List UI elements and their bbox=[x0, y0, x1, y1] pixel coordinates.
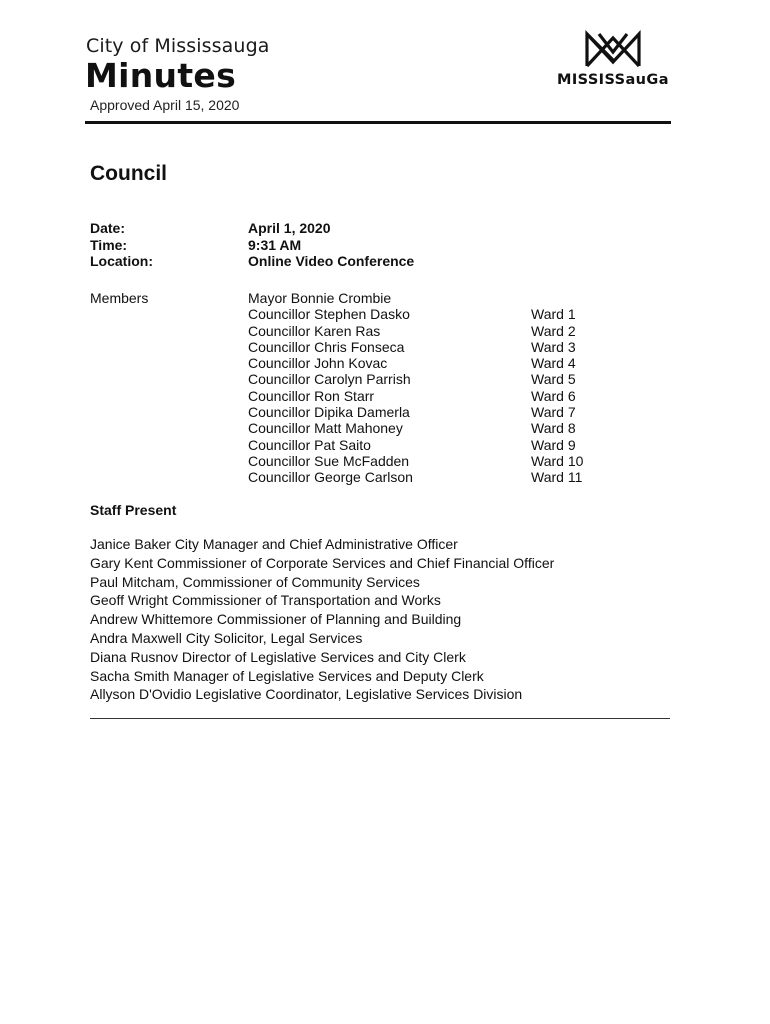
list-item bbox=[248, 469, 648, 485]
list-item bbox=[248, 306, 648, 322]
member-ward: Ward 5 bbox=[531, 371, 576, 388]
member-list bbox=[248, 290, 648, 486]
list-item: Paul Mitcham, Commissioner of Community Services bbox=[90, 573, 420, 590]
meeting-time-row bbox=[90, 237, 414, 254]
section-divider bbox=[90, 718, 670, 719]
member-ward: Ward 7 bbox=[531, 404, 576, 421]
location-label: Location: bbox=[90, 253, 153, 269]
org-name: City of Mississauga bbox=[86, 35, 270, 57]
member-ward: Ward 2 bbox=[531, 322, 576, 339]
list-item: Gary Kent Commissioner of Corporate Services and Chief Financial Officer bbox=[90, 554, 555, 571]
header-divider bbox=[85, 121, 671, 124]
list-item bbox=[248, 420, 648, 436]
member-name: Councillor John Kovac bbox=[248, 355, 388, 372]
list-item bbox=[248, 388, 648, 404]
member-ward: Ward 1 bbox=[531, 306, 576, 323]
list-item bbox=[248, 323, 648, 339]
mississauga-crown-logo-icon bbox=[585, 30, 641, 68]
list-item bbox=[248, 437, 648, 453]
mississauga-logo bbox=[557, 30, 672, 92]
list-item: Geoff Wright Commissioner of Transportation and Works bbox=[90, 592, 441, 609]
member-name: Councillor Matt Mahoney bbox=[248, 420, 403, 437]
approval-date: Approved April 15, 2020 bbox=[90, 97, 240, 113]
meeting-details bbox=[90, 220, 414, 270]
member-ward: Ward 10 bbox=[531, 452, 584, 469]
member-name: Councillor Karen Ras bbox=[248, 322, 381, 339]
list-item bbox=[248, 339, 648, 355]
member-name: Councillor Dipika Damerla bbox=[248, 404, 410, 421]
meeting-date-row bbox=[90, 220, 414, 237]
list-item: Andra Maxwell City Solicitor, Legal Services bbox=[90, 629, 363, 646]
member-name: Councillor Chris Fonseca bbox=[248, 338, 405, 355]
member-ward: Ward 3 bbox=[531, 338, 576, 355]
logo-wordmark: MISSISSauGa bbox=[557, 72, 669, 88]
list-item bbox=[248, 371, 648, 387]
time-value: 9:31 AM bbox=[248, 236, 302, 253]
list-item bbox=[248, 290, 648, 306]
list-item bbox=[248, 453, 648, 469]
member-name: Councillor Stephen Dasko bbox=[248, 306, 410, 323]
list-item: Andrew Whittemore Commissioner of Planning and Building bbox=[90, 611, 462, 628]
member-ward: Ward 11 bbox=[531, 469, 583, 486]
member-name: Councillor Pat Saito bbox=[248, 436, 371, 453]
date-label: Date: bbox=[90, 220, 126, 236]
member-ward: Ward 8 bbox=[531, 420, 576, 437]
document-title: Minutes bbox=[85, 56, 237, 95]
location-value: Online Video Conference bbox=[248, 253, 415, 269]
meeting-location-row bbox=[90, 253, 414, 270]
date-value: April 1, 2020 bbox=[248, 220, 331, 236]
member-name: Councillor Sue McFadden bbox=[248, 452, 410, 469]
list-item: Janice Baker City Manager and Chief Administrative Officer bbox=[90, 536, 458, 552]
member-name: Councillor Ron Starr bbox=[248, 387, 375, 404]
list-item bbox=[248, 404, 648, 420]
list-item: Diana Rusnov Director of Legislative Services and City Clerk bbox=[90, 648, 466, 665]
time-label: Time: bbox=[90, 236, 128, 253]
list-item bbox=[248, 355, 648, 371]
members-label: Members bbox=[90, 290, 149, 306]
member-name: Mayor Bonnie Crombie bbox=[248, 290, 392, 306]
member-ward: Ward 6 bbox=[531, 387, 576, 404]
section-title: Council bbox=[90, 162, 167, 185]
list-item: Sacha Smith Manager of Legislative Services and Deputy Clerk bbox=[90, 667, 484, 684]
member-ward: Ward 4 bbox=[531, 355, 576, 372]
list-item: Allyson D'Ovidio Legislative Coordinator, Legislative Services Division bbox=[90, 686, 523, 703]
member-name: Councillor Carolyn Parrish bbox=[248, 371, 411, 388]
member-ward: Ward 9 bbox=[531, 436, 576, 453]
staff-list bbox=[90, 535, 554, 704]
staff-present-heading: Staff Present bbox=[90, 502, 177, 518]
member-name: Councillor George Carlson bbox=[248, 469, 413, 486]
